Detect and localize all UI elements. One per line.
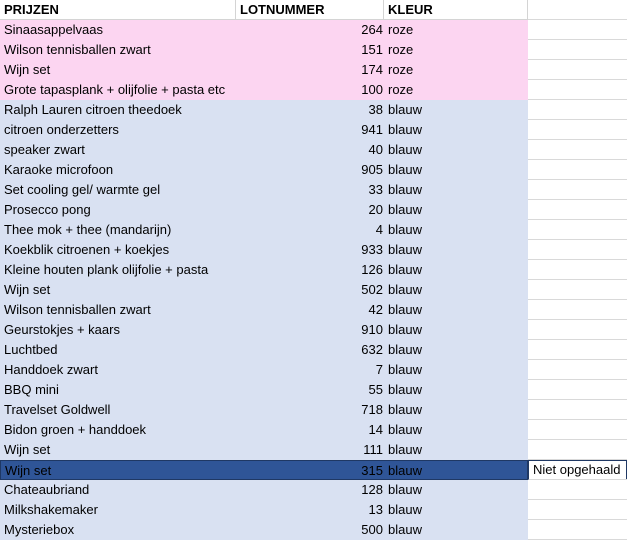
- color-cell[interactable]: blauw: [384, 200, 528, 220]
- lot-cell[interactable]: 933: [236, 240, 384, 260]
- prize-cell[interactable]: Wilson tennisballen zwart: [0, 40, 236, 60]
- color-cell[interactable]: blauw: [384, 380, 528, 400]
- prize-cell[interactable]: Wijn set: [0, 60, 236, 80]
- note-cell[interactable]: [528, 320, 627, 340]
- prize-cell[interactable]: citroen onderzetters: [0, 120, 236, 140]
- lot-cell[interactable]: 151: [236, 40, 384, 60]
- color-cell[interactable]: blauw: [384, 100, 528, 120]
- color-cell[interactable]: roze: [384, 20, 528, 40]
- note-cell[interactable]: [528, 80, 627, 100]
- note-cell[interactable]: [528, 360, 627, 380]
- lot-cell[interactable]: 33: [236, 180, 384, 200]
- note-cell[interactable]: [528, 60, 627, 80]
- prize-cell[interactable]: Grote tapasplank + olijfolie + pasta etc: [0, 80, 236, 100]
- prize-cell[interactable]: Prosecco pong: [0, 200, 236, 220]
- table-row: [0, 400, 627, 420]
- color-cell[interactable]: blauw: [384, 400, 528, 420]
- table-row: [0, 340, 627, 360]
- note-cell[interactable]: Niet opgehaald: [528, 460, 627, 480]
- note-cell[interactable]: [528, 180, 627, 200]
- lot-cell[interactable]: 500: [236, 520, 384, 540]
- table-row: [0, 120, 627, 140]
- color-cell[interactable]: blauw: [384, 300, 528, 320]
- lot-cell[interactable]: 4: [236, 220, 384, 240]
- lot-cell[interactable]: 128: [236, 480, 384, 500]
- prize-cell[interactable]: Ralph Lauren citroen theedoek: [0, 100, 236, 120]
- prize-cell[interactable]: Wijn set: [0, 460, 236, 480]
- note-cell[interactable]: [528, 120, 627, 140]
- prize-cell[interactable]: Karaoke microfoon: [0, 160, 236, 180]
- lot-cell[interactable]: 20: [236, 200, 384, 220]
- lot-cell[interactable]: 7: [236, 360, 384, 380]
- prize-cell[interactable]: Wilson tennisballen zwart: [0, 300, 236, 320]
- lot-cell[interactable]: 632: [236, 340, 384, 360]
- color-cell[interactable]: blauw: [384, 340, 528, 360]
- table-row: [0, 160, 627, 180]
- header-lot-number[interactable]: LOTNUMMER: [236, 0, 384, 20]
- lot-cell[interactable]: 55: [236, 380, 384, 400]
- table-row: [0, 380, 627, 400]
- prize-cell[interactable]: Set cooling gel/ warmte gel: [0, 180, 236, 200]
- color-cell[interactable]: blauw: [384, 360, 528, 380]
- note-cell[interactable]: [528, 420, 627, 440]
- prize-cell[interactable]: BBQ mini: [0, 380, 236, 400]
- lot-cell[interactable]: 718: [236, 400, 384, 420]
- prize-cell[interactable]: Handdoek zwart: [0, 360, 236, 380]
- table-row: [0, 240, 627, 260]
- prize-cell[interactable]: Luchtbed: [0, 340, 236, 360]
- prize-cell[interactable]: Geurstokjes + kaars: [0, 320, 236, 340]
- selected-table-row[interactable]: [0, 460, 627, 480]
- lot-cell[interactable]: 111: [236, 440, 384, 460]
- color-cell[interactable]: roze: [384, 60, 528, 80]
- color-cell[interactable]: blauw: [384, 240, 528, 260]
- note-cell[interactable]: [528, 40, 627, 60]
- table-row: [0, 360, 627, 380]
- lot-cell[interactable]: 42: [236, 300, 384, 320]
- table-row: [0, 440, 627, 460]
- prize-cell[interactable]: Milkshakemaker: [0, 500, 236, 520]
- note-cell[interactable]: [528, 280, 627, 300]
- table-row: [0, 300, 627, 320]
- table-row: [0, 60, 627, 80]
- header-row: [0, 0, 627, 20]
- prize-cell[interactable]: Kleine houten plank olijfolie + pasta: [0, 260, 236, 280]
- lot-cell[interactable]: 14: [236, 420, 384, 440]
- header-color[interactable]: KLEUR: [384, 0, 528, 20]
- color-cell[interactable]: blauw: [384, 480, 528, 500]
- table-row: [0, 260, 627, 280]
- lot-cell[interactable]: 941: [236, 120, 384, 140]
- prize-cell[interactable]: Thee mok + thee (mandarijn): [0, 220, 236, 240]
- lot-cell[interactable]: 905: [236, 160, 384, 180]
- table-row: [0, 420, 627, 440]
- note-cell[interactable]: [528, 380, 627, 400]
- color-cell[interactable]: blauw: [384, 260, 528, 280]
- lot-cell[interactable]: 910: [236, 320, 384, 340]
- note-cell[interactable]: [528, 200, 627, 220]
- table-row: [0, 320, 627, 340]
- header-extra[interactable]: [528, 0, 627, 20]
- note-cell[interactable]: [528, 400, 627, 420]
- note-cell[interactable]: [528, 100, 627, 120]
- header-prizes[interactable]: PRIJZEN: [0, 0, 236, 20]
- color-cell[interactable]: blauw: [384, 520, 528, 540]
- color-cell[interactable]: roze: [384, 40, 528, 60]
- lot-cell[interactable]: 38: [236, 100, 384, 120]
- lot-cell[interactable]: 40: [236, 140, 384, 160]
- color-cell[interactable]: blauw: [384, 120, 528, 140]
- note-cell[interactable]: [528, 480, 627, 500]
- table-row: [0, 480, 627, 500]
- color-cell[interactable]: blauw: [384, 180, 528, 200]
- prize-cell[interactable]: speaker zwart: [0, 140, 236, 160]
- prize-cell[interactable]: Mysteriebox: [0, 520, 236, 540]
- note-cell[interactable]: [528, 240, 627, 260]
- table-row: [0, 100, 627, 120]
- prize-cell[interactable]: Bidon groen + handdoek: [0, 420, 236, 440]
- lot-cell[interactable]: 100: [236, 80, 384, 100]
- note-cell[interactable]: [528, 300, 627, 320]
- color-cell[interactable]: blauw: [384, 140, 528, 160]
- table-row: [0, 20, 627, 40]
- note-cell[interactable]: [528, 20, 627, 40]
- table-row: [0, 40, 627, 60]
- table-row: [0, 180, 627, 200]
- note-cell[interactable]: [528, 520, 627, 540]
- table-row: [0, 140, 627, 160]
- color-cell[interactable]: blauw: [384, 160, 528, 180]
- note-cell[interactable]: [528, 220, 627, 240]
- note-cell[interactable]: [528, 160, 627, 180]
- lot-cell[interactable]: 315: [236, 460, 384, 480]
- color-cell[interactable]: blauw: [384, 460, 528, 480]
- lot-cell[interactable]: 126: [236, 260, 384, 280]
- prize-cell[interactable]: Wijn set: [0, 280, 236, 300]
- prize-cell[interactable]: Koekblik citroenen + koekjes: [0, 240, 236, 260]
- note-cell[interactable]: [528, 260, 627, 280]
- lot-cell[interactable]: 502: [236, 280, 384, 300]
- color-cell[interactable]: blauw: [384, 440, 528, 460]
- note-cell[interactable]: [528, 140, 627, 160]
- table-row: [0, 500, 627, 520]
- prize-cell[interactable]: Sinaasappelvaas: [0, 20, 236, 40]
- color-cell[interactable]: blauw: [384, 500, 528, 520]
- lot-cell[interactable]: 264: [236, 20, 384, 40]
- table-row: [0, 200, 627, 220]
- color-cell[interactable]: blauw: [384, 220, 528, 240]
- note-cell[interactable]: [528, 440, 627, 460]
- table-row: [0, 520, 627, 540]
- prize-cell[interactable]: Chateaubriand: [0, 480, 236, 500]
- lot-cell[interactable]: 174: [236, 60, 384, 80]
- note-cell[interactable]: [528, 340, 627, 360]
- note-cell[interactable]: [528, 500, 627, 520]
- table-row: [0, 220, 627, 240]
- color-cell[interactable]: blauw: [384, 320, 528, 340]
- lot-cell[interactable]: 13: [236, 500, 384, 520]
- color-cell[interactable]: blauw: [384, 280, 528, 300]
- color-cell[interactable]: roze: [384, 80, 528, 100]
- prize-cell[interactable]: Wijn set: [0, 440, 236, 460]
- prize-cell[interactable]: Travelset Goldwell: [0, 400, 236, 420]
- color-cell[interactable]: blauw: [384, 420, 528, 440]
- table-row: [0, 280, 627, 300]
- table-row: [0, 80, 627, 100]
